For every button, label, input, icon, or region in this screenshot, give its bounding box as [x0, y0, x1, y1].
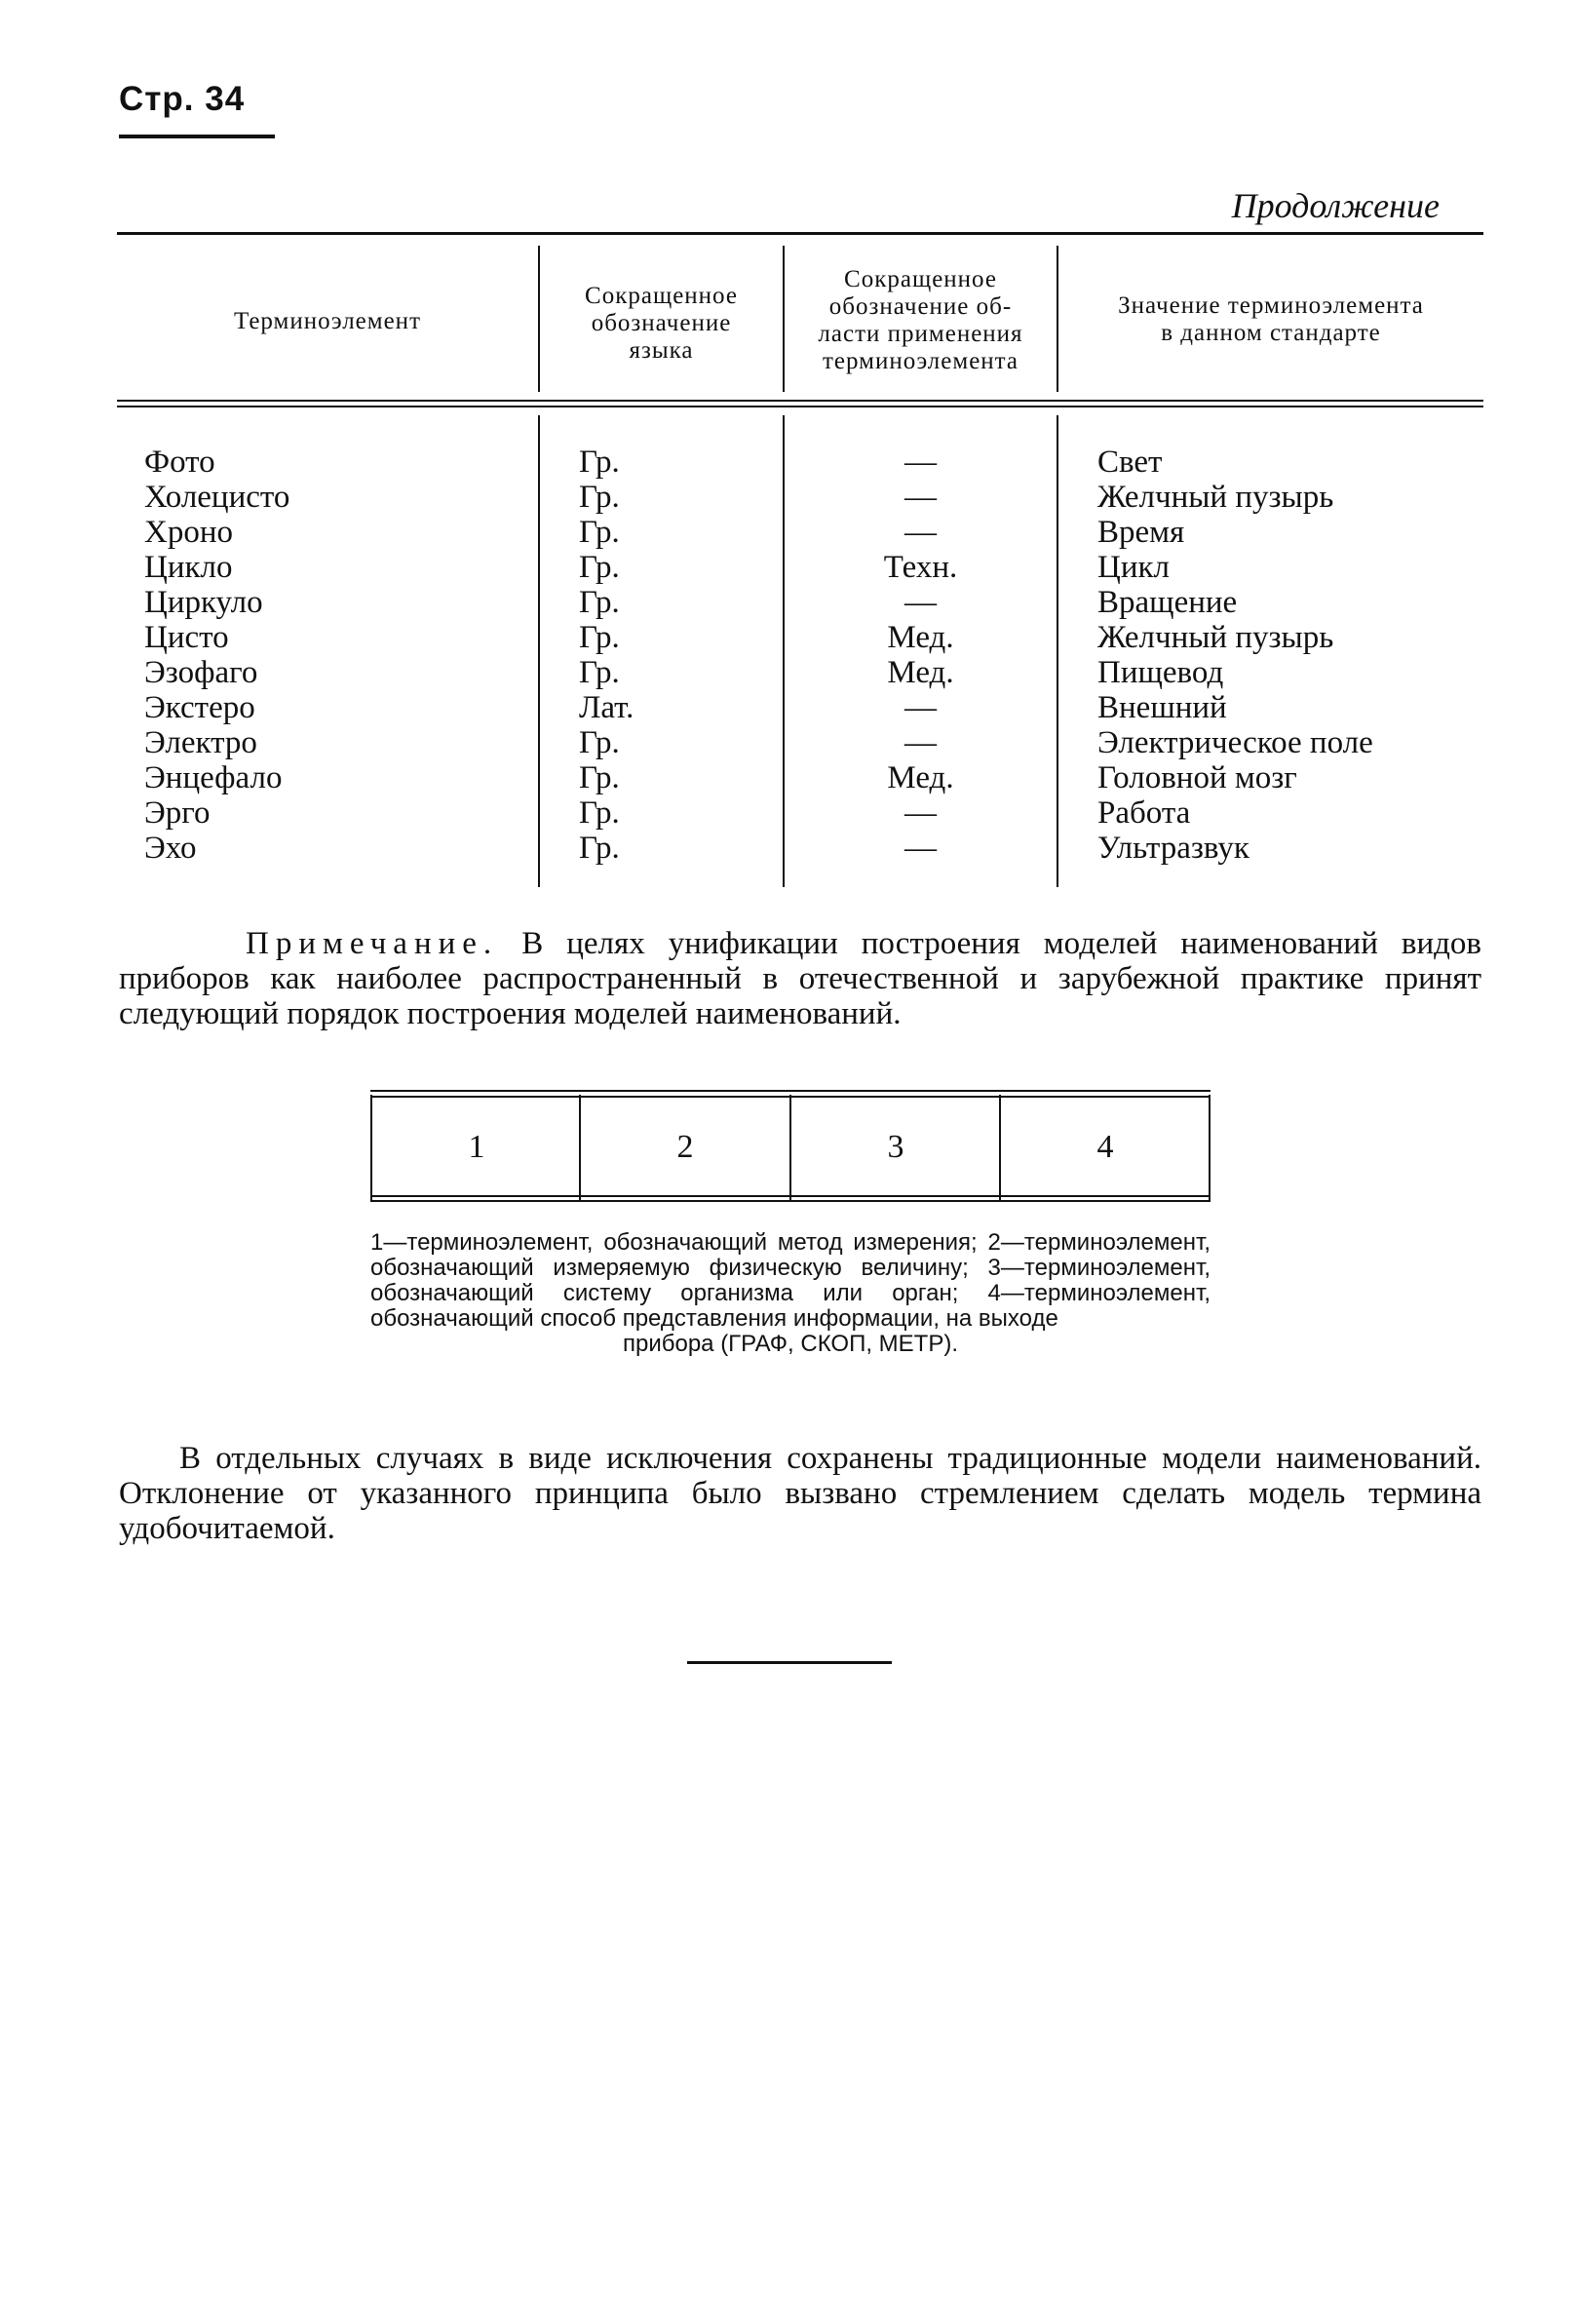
column-field [785, 445, 1057, 866]
table-cell-lang: Гр. [579, 795, 620, 831]
model-top-rule [370, 1090, 1211, 1092]
table-cell-term: Эзофаго [144, 655, 258, 690]
header-meaning-line-2: в данном стандарте [1161, 320, 1381, 346]
note-text: В целях унификации построения моделей наименований видов приборов как наиболее распространенный в отечественной и зарубежной практике принят следующий порядок построения моделей наименований. [119, 926, 1482, 1031]
end-rule [687, 1661, 892, 1664]
table-cell-lang: Гр. [579, 831, 620, 866]
header-field-line-1: Сокращенное [844, 266, 997, 292]
table-cell-term: Экстеро [144, 690, 255, 725]
table-cell-term: Энцефало [144, 760, 283, 795]
closing-paragraph: В отдельных случаях в виде исключения сохранены традиционные модели наименований. Отклонение от указанного принципа было вызвано стремлением сделать модель термина удобочитаемой. [119, 1441, 1481, 1546]
table-cell-meaning: Цикл [1097, 550, 1170, 585]
table-cell-term: Эрго [144, 795, 211, 831]
table-cell-field: — [904, 515, 937, 550]
model-cell-3: 3 [887, 1129, 904, 1165]
table-cell-term: Цикло [144, 550, 233, 585]
table-cell-term: Цисто [144, 620, 229, 655]
column-lang [579, 445, 634, 866]
header-lang-line-1: Сокращенное [585, 283, 738, 309]
col-separator-3-body [1057, 415, 1058, 887]
note-label: Примечание. [246, 926, 499, 961]
model-cell-2: 2 [676, 1129, 694, 1165]
table-cell-field: — [904, 831, 937, 866]
legend-text: 1—терминоэлемент, обозначающий метод измерения; 2—терминоэлемент, обозначающий измеряемую физическую величину; 3—терминоэлемент, обозначающий систему организма или орган; 4—терминоэлемент, обозначающий способ представления информации, на выходе [370, 1229, 1211, 1332]
table-cell-lang: Гр. [579, 760, 620, 795]
page-number-underline [119, 135, 275, 138]
table-cell-term: Фото [144, 445, 215, 480]
table-cell-lang: Гр. [579, 725, 620, 760]
table-cell-meaning: Желчный пузырь [1097, 620, 1334, 655]
model-diagram [370, 1090, 1211, 1202]
table-cell-lang: Гр. [579, 515, 620, 550]
header-field-line-3: ласти применения [818, 321, 1023, 347]
col-separator-1-body [538, 415, 540, 887]
column-term [144, 445, 289, 866]
terms-table [117, 232, 1483, 885]
table-cell-field: — [904, 480, 937, 515]
table-top-rule [117, 232, 1483, 235]
table-cell-meaning: Свет [1097, 445, 1163, 480]
table-cell-field: Техн. [883, 550, 958, 585]
table-cell-meaning: Внешний [1097, 690, 1227, 725]
table-cell-meaning: Пищевод [1097, 655, 1224, 690]
table-cell-term: Электро [144, 725, 257, 760]
continuation-label: Продолжение [1231, 186, 1440, 225]
legend-last-line: прибора (ГРАФ, СКОП, МЕТР). [622, 1331, 958, 1357]
header-lang-line-3: языка [629, 337, 694, 364]
model-cell-1: 1 [468, 1129, 485, 1165]
table-cell-meaning: Вращение [1097, 585, 1238, 620]
header-meaning [1058, 292, 1483, 347]
model-cell-4: 4 [1096, 1129, 1114, 1165]
table-cell-meaning: Время [1097, 515, 1185, 550]
table-header-rule-2 [117, 406, 1483, 407]
header-lang-line-2: обозначение [591, 310, 732, 336]
model-legend [370, 1230, 1211, 1357]
column-meaning [1097, 445, 1373, 866]
page-number: Стр. 34 [119, 80, 246, 118]
model-bottom-rule-2 [370, 1200, 1211, 1202]
header-lang [540, 283, 783, 365]
header-field [785, 266, 1057, 375]
note-paragraph [119, 926, 1481, 1031]
table-cell-field: — [904, 585, 937, 620]
table-cell-lang: Гр. [579, 620, 620, 655]
table-cell-term: Холецисто [144, 480, 290, 515]
table-cell-meaning: Желчный пузырь [1097, 480, 1334, 515]
table-cell-field: — [904, 795, 937, 831]
table-cell-lang: Гр. [579, 550, 620, 585]
table-cell-lang: Гр. [579, 655, 620, 690]
table-cell-meaning: Электрическое поле [1097, 725, 1373, 760]
table-cell-lang: Гр. [579, 585, 620, 620]
table-cell-field: — [904, 690, 937, 725]
table-cell-lang: Гр. [579, 445, 620, 480]
table-cell-lang: Гр. [579, 480, 620, 515]
header-meaning-line-1: Значение терминоэлемента [1118, 292, 1424, 319]
table-cell-field: — [904, 445, 937, 480]
table-header-rule [117, 400, 1483, 402]
table-cell-field: Мед. [887, 620, 954, 655]
header-term: Терминоэлемент [234, 308, 421, 334]
table-cell-field: Мед. [887, 655, 954, 690]
table-cell-meaning: Работа [1097, 795, 1191, 831]
table-cell-term: Эхо [144, 831, 197, 866]
table-cell-term: Циркуло [144, 585, 263, 620]
table-cell-field: — [904, 725, 937, 760]
table-cell-meaning: Ультразвук [1097, 831, 1249, 866]
table-cell-field: Мед. [887, 760, 954, 795]
header-field-line-4: терминоэлемента [823, 348, 1019, 374]
table-cell-term: Хроно [144, 515, 233, 550]
header-field-line-2: обозначение об- [828, 293, 1013, 320]
table-cell-meaning: Головной мозг [1097, 760, 1297, 795]
table-cell-lang: Лат. [579, 690, 634, 725]
